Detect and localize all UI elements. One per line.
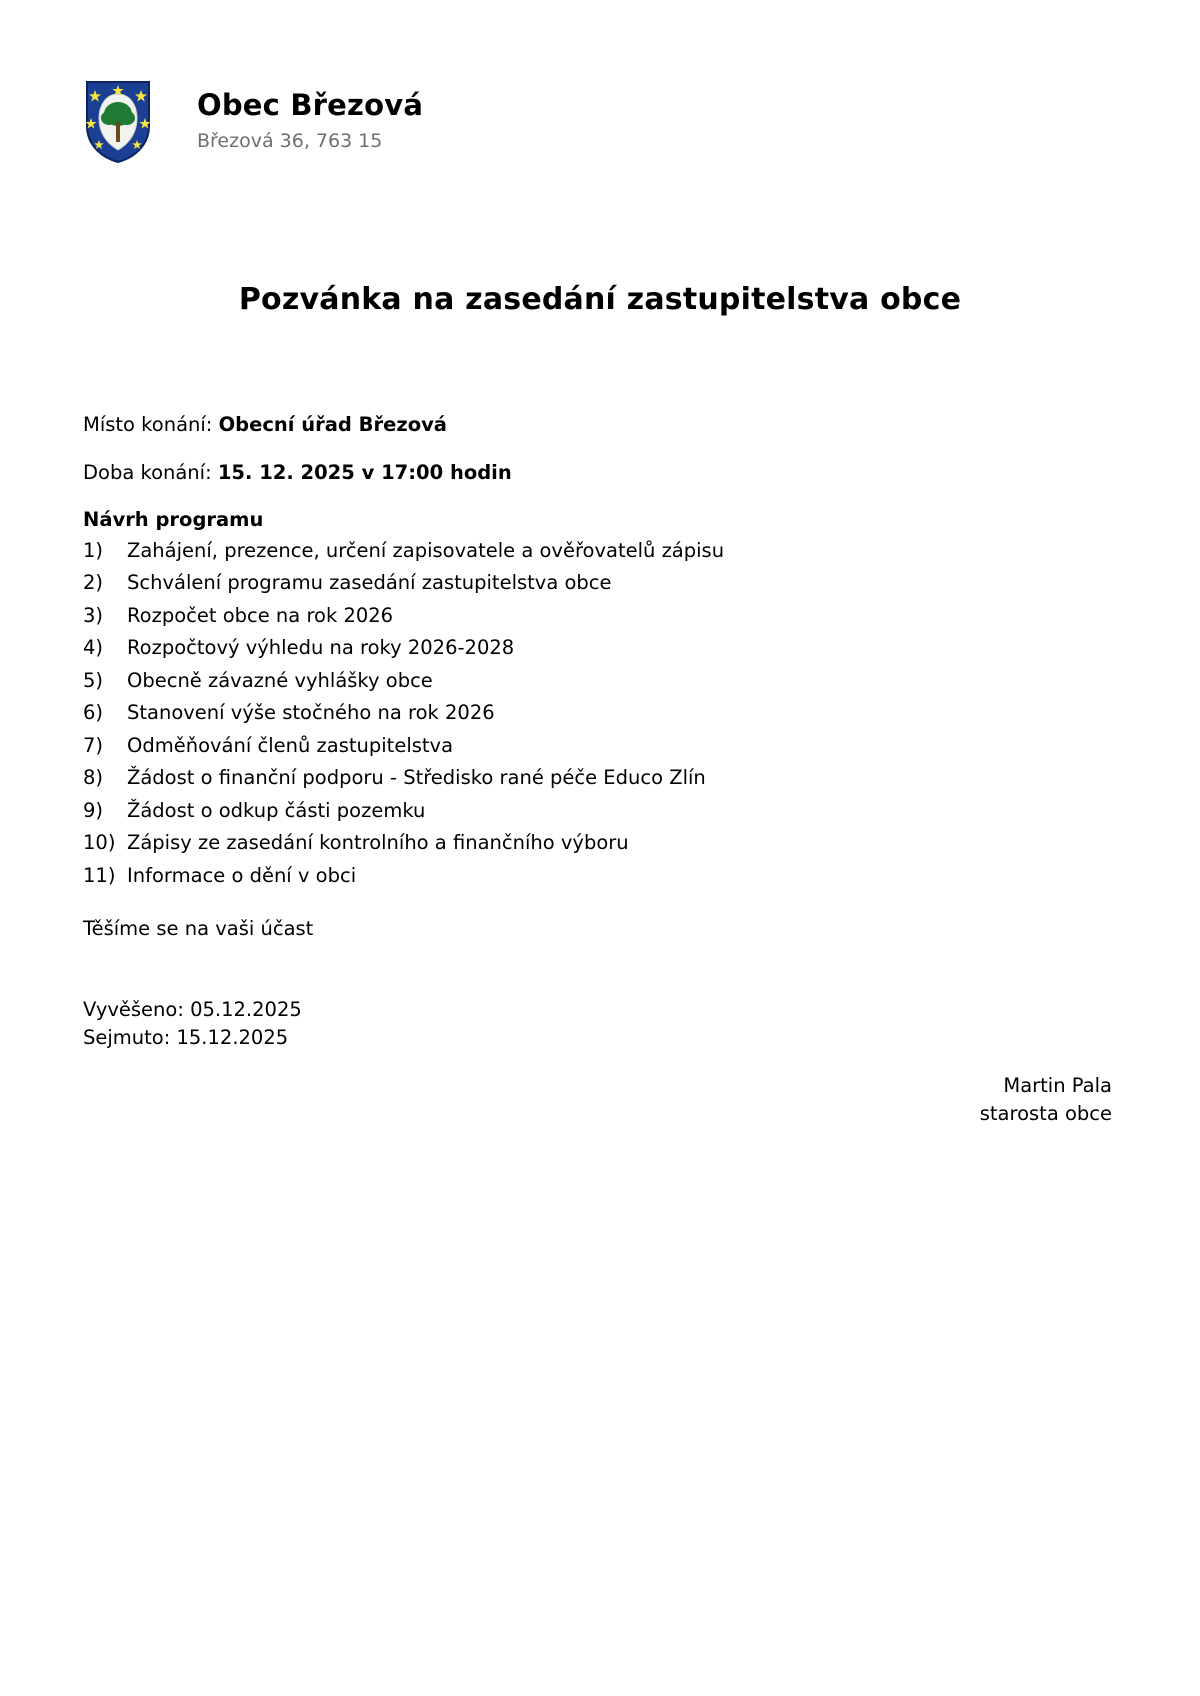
list-item-text: Zahájení, prezence, určení zapisovatele a ověřovatelů zápisu xyxy=(127,538,725,562)
list-item-number: 2) xyxy=(83,571,104,594)
time-line xyxy=(83,460,1113,484)
list-item xyxy=(83,863,1113,887)
list-item-text: Stanovení výše stočného na rok 2026 xyxy=(127,701,495,724)
header-text-block xyxy=(197,80,423,152)
list-item xyxy=(83,638,1113,658)
document-header xyxy=(85,80,423,164)
list-item-number: 8) xyxy=(83,766,104,789)
signer-name: Martin Pala xyxy=(1003,1074,1112,1097)
list-item-number: 5) xyxy=(83,668,104,692)
list-item xyxy=(83,538,1113,562)
list-item-number: 11) xyxy=(83,863,116,887)
list-item-text: Žádost o finanční podporu - Středisko rané péče Educo Zlín xyxy=(127,766,706,789)
list-item xyxy=(83,833,1113,853)
list-item-text: Zápisy ze zasedání kontrolního a finančního výboru xyxy=(127,831,629,854)
list-item-text: Rozpočet obce na rok 2026 xyxy=(127,603,394,627)
list-item-number: 6) xyxy=(83,701,104,724)
signer-role: starosta obce xyxy=(979,1102,1112,1126)
list-item xyxy=(83,703,1113,723)
list-item-text: Odměňování členů zastupitelstva xyxy=(127,733,454,757)
coat-of-arms-icon xyxy=(85,80,151,164)
organization-address: Březová 36, 763 15 xyxy=(197,129,383,152)
list-item-number: 9) xyxy=(83,798,104,822)
list-item-number: 4) xyxy=(83,636,104,659)
list-item xyxy=(83,668,1113,692)
list-item-text: Informace o dění v obci xyxy=(127,863,357,887)
time-value: 15. 12. 2025 v 17:00 hodin xyxy=(217,460,512,484)
list-item-text: Žádost o odkup části pozemku xyxy=(127,798,426,822)
organization-name: Obec Březová xyxy=(197,88,424,122)
document-body xyxy=(83,415,1113,939)
list-item xyxy=(83,573,1113,593)
removed-date: Sejmuto: 15.12.2025 xyxy=(83,1026,289,1050)
posting-dates xyxy=(83,996,302,1053)
list-item xyxy=(83,798,1113,822)
closing-line: Těšíme se na vaši účast xyxy=(83,917,314,940)
list-item xyxy=(83,768,1113,788)
page-title: Pozvánka na zasedání zastupitelstva obce xyxy=(238,282,962,317)
signature-block xyxy=(980,1072,1112,1129)
posted-date: Vyvěšeno: 05.12.2025 xyxy=(83,998,302,1021)
list-item-number: 7) xyxy=(83,733,104,757)
list-item xyxy=(83,733,1113,757)
list-item-text: Schválení programu zasedání zastupitelstva obce xyxy=(127,571,612,594)
place-line xyxy=(83,415,1113,435)
list-item-text: Obecně závazné vyhlášky obce xyxy=(127,668,433,692)
list-item-number: 1) xyxy=(83,538,104,562)
time-label: Doba konání: xyxy=(83,460,218,484)
place-label: Místo konání: xyxy=(83,413,219,436)
program-list xyxy=(83,538,1113,887)
list-item-text: Rozpočtový výhledu na roky 2026-2028 xyxy=(127,636,515,659)
list-item-number: 3) xyxy=(83,603,104,627)
list-item xyxy=(83,603,1113,627)
place-value: Obecní úřad Březová xyxy=(218,413,447,436)
program-heading: Návrh programu xyxy=(83,508,264,531)
list-item-number: 10) xyxy=(83,831,116,854)
